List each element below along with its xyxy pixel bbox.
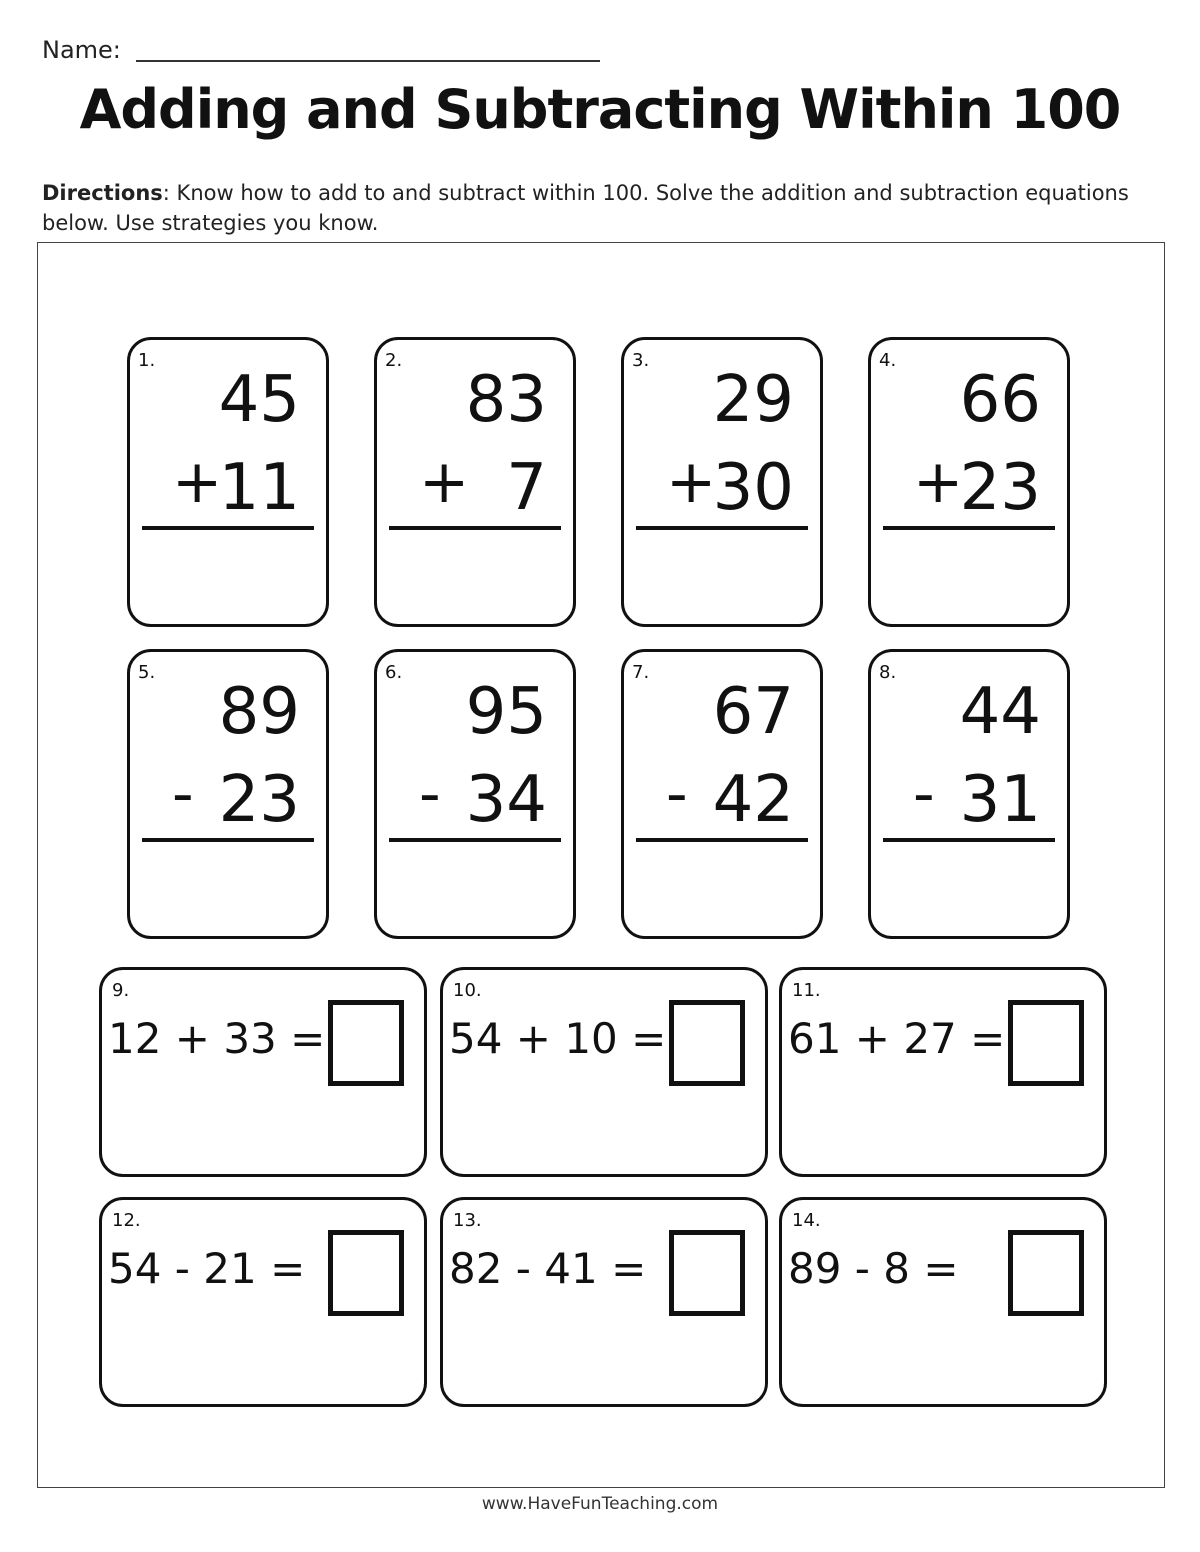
directions-text: : Know how to add to and subtract within 100. Solve the addition and subtraction equations below. Use strategies you know. — [42, 181, 1129, 235]
equation: 61 + 27 = — [788, 1014, 1006, 1063]
bottom-number: 42 — [712, 763, 794, 837]
answer-line — [883, 838, 1055, 842]
problem-number: 6. — [385, 662, 403, 683]
equation: 82 - 41 = — [449, 1244, 647, 1293]
bottom-number: 30 — [712, 451, 794, 525]
bottom-number: 31 — [959, 763, 1041, 837]
top-number: 45 — [218, 363, 300, 437]
problem-number: 1. — [138, 350, 156, 371]
answer-line — [389, 526, 561, 530]
problem-number: 9. — [112, 980, 130, 1001]
operator: - — [172, 759, 194, 829]
top-number: 89 — [218, 675, 300, 749]
operator: + — [913, 447, 964, 517]
operator: - — [913, 759, 935, 829]
top-number: 95 — [465, 675, 547, 749]
answer-line — [883, 526, 1055, 530]
problem-card — [779, 967, 1107, 1177]
problem-number: 7. — [632, 662, 650, 683]
equation: 54 - 21 = — [108, 1244, 306, 1293]
answer-line — [636, 838, 808, 842]
equation: 12 + 33 = — [108, 1014, 326, 1063]
bottom-number: 34 — [465, 763, 547, 837]
answer-box[interactable] — [669, 1000, 745, 1086]
name-line[interactable] — [136, 60, 600, 62]
directions-label: Directions — [42, 181, 163, 205]
answer-box[interactable] — [328, 1230, 404, 1316]
footer-site: www.HaveFunTeaching.com — [481, 1494, 719, 1514]
answer-line — [142, 838, 314, 842]
equation: 89 - 8 = — [788, 1244, 959, 1293]
bottom-number: 7 — [506, 451, 547, 525]
problem-number: 2. — [385, 350, 403, 371]
top-number: 66 — [959, 363, 1041, 437]
top-number: 67 — [712, 675, 794, 749]
top-number: 83 — [465, 363, 547, 437]
operator: - — [666, 759, 688, 829]
top-number: 29 — [712, 363, 794, 437]
problem-card — [440, 967, 768, 1177]
problem-card — [621, 337, 823, 627]
problem-number: 3. — [632, 350, 650, 371]
problem-card — [621, 649, 823, 939]
problem-number: 4. — [879, 350, 897, 371]
problem-number: 13. — [453, 1210, 482, 1231]
answer-box[interactable] — [328, 1000, 404, 1086]
problem-number: 10. — [453, 980, 482, 1001]
problem-number: 12. — [112, 1210, 141, 1231]
name-label: Name: — [42, 36, 121, 64]
problem-card — [99, 1197, 427, 1407]
equation: 54 + 10 = — [449, 1014, 667, 1063]
top-number: 44 — [959, 675, 1041, 749]
problem-card — [868, 337, 1070, 627]
problem-card — [99, 967, 427, 1177]
page-title: Adding and Subtracting Within 100 — [79, 78, 1121, 141]
answer-line — [389, 838, 561, 842]
operator: + — [666, 447, 717, 517]
directions — [42, 178, 1152, 238]
problem-card — [374, 337, 576, 627]
problem-card — [868, 649, 1070, 939]
problem-card — [440, 1197, 768, 1407]
operator: + — [419, 447, 470, 517]
problem-card — [374, 649, 576, 939]
answer-box[interactable] — [1008, 1230, 1084, 1316]
answer-box[interactable] — [1008, 1000, 1084, 1086]
operator: - — [419, 759, 441, 829]
problem-number: 11. — [792, 980, 821, 1001]
answer-line — [142, 526, 314, 530]
problem-card — [127, 337, 329, 627]
problem-number: 8. — [879, 662, 897, 683]
bottom-number: 23 — [959, 451, 1041, 525]
answer-line — [636, 526, 808, 530]
bottom-number: 23 — [218, 763, 300, 837]
problem-number: 5. — [138, 662, 156, 683]
bottom-number: 11 — [218, 451, 300, 525]
problem-number: 14. — [792, 1210, 821, 1231]
operator: + — [172, 447, 223, 517]
problem-card — [127, 649, 329, 939]
answer-box[interactable] — [669, 1230, 745, 1316]
problem-card — [779, 1197, 1107, 1407]
